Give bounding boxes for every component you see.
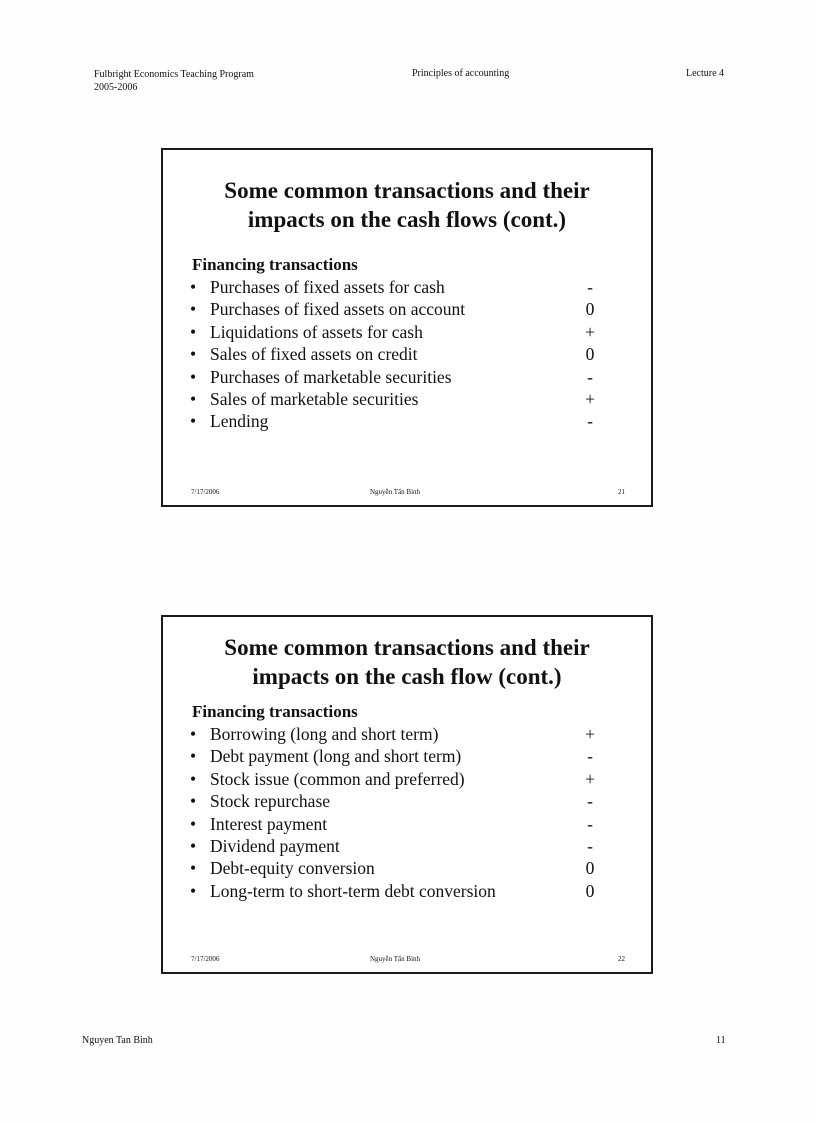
transaction-text: Liquidations of assets for cash bbox=[210, 321, 423, 342]
slide-title-line-2: impacts on the cash flow (cont.) bbox=[252, 664, 562, 689]
list-item bbox=[190, 813, 600, 835]
list-item bbox=[190, 343, 600, 365]
list-item bbox=[190, 321, 600, 343]
bullet-icon: • bbox=[190, 746, 197, 767]
list-item bbox=[190, 745, 600, 767]
cash-impact-sign: 0 bbox=[585, 299, 595, 320]
list-item bbox=[190, 276, 600, 298]
bullet-icon: • bbox=[190, 880, 197, 901]
cash-impact-sign: - bbox=[587, 277, 593, 297]
cash-impact-sign: - bbox=[587, 835, 593, 856]
slide-number: 21 bbox=[618, 488, 625, 496]
cash-impact-sign: - bbox=[587, 746, 593, 767]
transaction-text: Lending bbox=[210, 411, 269, 432]
transaction-text: Long-term to short-term debt conversion bbox=[210, 880, 496, 901]
cash-impact-sign: + bbox=[585, 768, 595, 789]
section-heading: Financing transactions bbox=[192, 702, 358, 721]
transaction-list bbox=[190, 723, 600, 902]
transaction-text: Purchases of fixed assets on account bbox=[210, 299, 466, 320]
cash-impact-sign: - bbox=[587, 791, 593, 812]
list-item bbox=[190, 410, 600, 432]
list-item bbox=[190, 857, 600, 879]
page-header-program bbox=[94, 68, 254, 94]
cash-impact-sign: + bbox=[585, 321, 595, 342]
slide-date: 7/17/2006 bbox=[191, 955, 220, 963]
list-item bbox=[190, 790, 600, 812]
list-item bbox=[190, 388, 600, 410]
slide-author: Nguyễn Tấn Bình bbox=[370, 955, 421, 963]
page-number: 11 bbox=[716, 1035, 726, 1046]
transaction-text: Stock repurchase bbox=[210, 791, 331, 812]
bullet-icon: • bbox=[190, 724, 197, 744]
list-item bbox=[190, 835, 600, 857]
lecture-label: Lecture 4 bbox=[686, 68, 725, 79]
bullet-icon: • bbox=[190, 791, 197, 812]
course-title: Principles of accounting bbox=[412, 68, 510, 79]
bullet-icon: • bbox=[190, 411, 197, 432]
bullet-icon: • bbox=[190, 813, 197, 834]
slide-number: 22 bbox=[618, 955, 625, 963]
bullet-icon: • bbox=[190, 299, 197, 320]
bullet-icon: • bbox=[190, 344, 197, 365]
cash-impact-sign: + bbox=[585, 724, 595, 744]
cash-impact-sign: - bbox=[587, 366, 593, 387]
transaction-text: Purchases of marketable securities bbox=[210, 366, 452, 387]
cash-impact-sign: + bbox=[585, 388, 595, 409]
cash-impact-sign: 0 bbox=[585, 858, 595, 879]
transaction-text: Debt-equity conversion bbox=[210, 858, 375, 879]
slide-title-line-1: Some common transactions and their bbox=[224, 635, 590, 660]
program-years: 2005-2006 bbox=[94, 82, 138, 93]
slide-title-line-2: impacts on the cash flows (cont.) bbox=[247, 207, 567, 232]
transaction-text: Sales of marketable securities bbox=[210, 388, 419, 409]
transaction-list bbox=[190, 276, 600, 433]
slide-date: 7/17/2006 bbox=[191, 488, 220, 496]
cash-impact-sign: 0 bbox=[585, 880, 595, 901]
transaction-text: Debt payment (long and short term) bbox=[210, 746, 462, 767]
bullet-icon: • bbox=[190, 835, 197, 856]
cash-impact-sign: - bbox=[587, 813, 593, 834]
transaction-text: Interest payment bbox=[210, 813, 328, 834]
list-item bbox=[190, 723, 600, 745]
bullet-icon: • bbox=[190, 366, 197, 387]
transaction-text: Borrowing (long and short term) bbox=[210, 724, 439, 744]
bullet-icon: • bbox=[190, 277, 197, 297]
section-heading: Financing transactions bbox=[192, 255, 358, 274]
bullet-icon: • bbox=[190, 768, 197, 789]
bullet-icon: • bbox=[190, 321, 197, 342]
bullet-icon: • bbox=[190, 388, 197, 409]
bullet-icon: • bbox=[190, 858, 197, 879]
cash-impact-sign: 0 bbox=[585, 344, 595, 365]
transaction-text: Stock issue (common and preferred) bbox=[210, 768, 465, 789]
slide-21 bbox=[161, 148, 653, 507]
slide-author: Nguyễn Tấn Bình bbox=[370, 488, 421, 496]
list-item bbox=[190, 880, 600, 902]
slide-22 bbox=[161, 615, 653, 974]
transaction-text: Purchases of fixed assets for cash bbox=[210, 277, 445, 297]
slide-title bbox=[163, 176, 651, 234]
list-item bbox=[190, 366, 600, 388]
page-footer-author: Nguyen Tan Binh bbox=[82, 1035, 153, 1046]
slide-title-line-1: Some common transactions and their bbox=[224, 178, 590, 203]
slide-title bbox=[163, 633, 651, 691]
cash-impact-sign: - bbox=[587, 411, 593, 432]
program-name: Fulbright Economics Teaching Program bbox=[94, 69, 254, 80]
transaction-text: Dividend payment bbox=[210, 835, 340, 856]
list-item bbox=[190, 298, 600, 320]
list-item bbox=[190, 768, 600, 790]
transaction-text: Sales of fixed assets on credit bbox=[210, 344, 418, 365]
